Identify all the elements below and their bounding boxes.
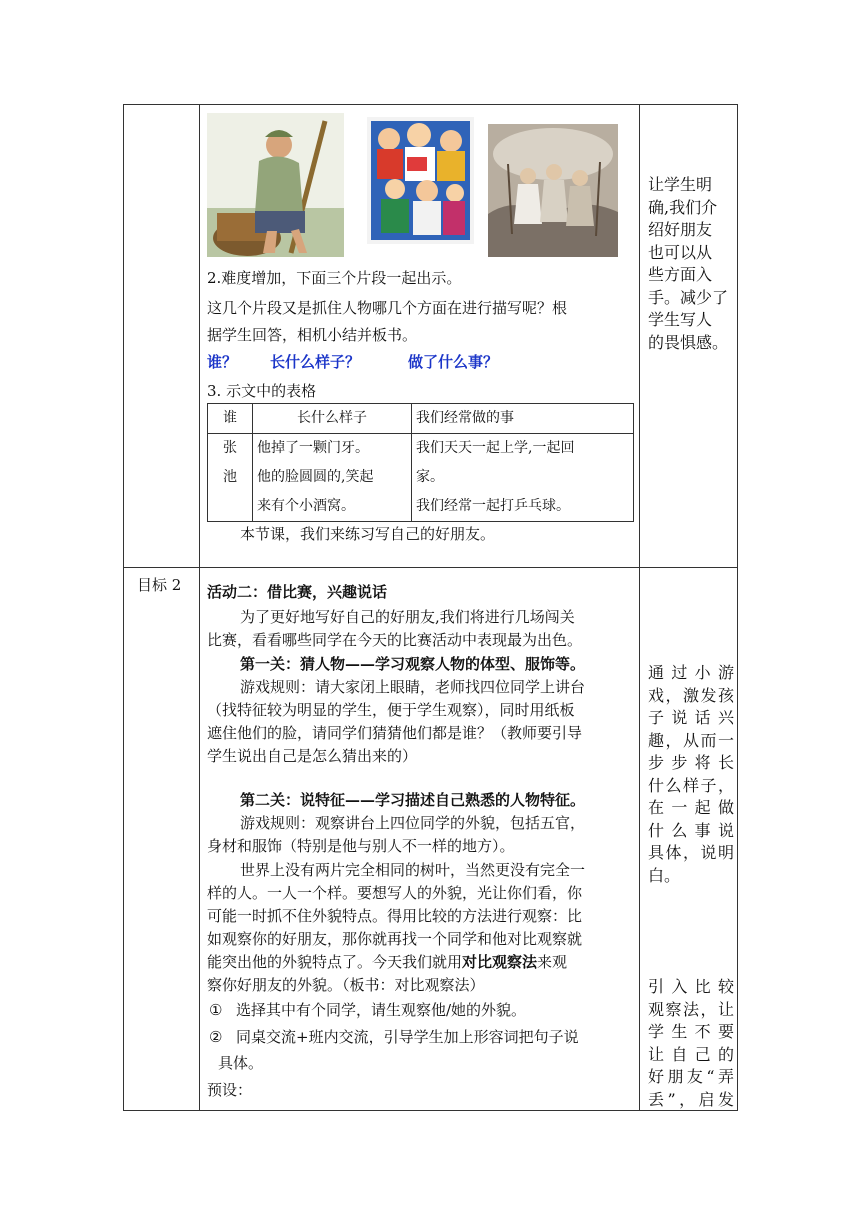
boatman-illustration xyxy=(207,113,344,257)
method-highlight: 对比观察法 xyxy=(462,953,538,971)
looks-line-1: 他掉了一颗门牙。 xyxy=(257,440,369,456)
side-note-line: 白。 xyxy=(648,865,681,885)
closing-sentence: 本节课，我们来练习写自己的好朋友。 xyxy=(240,525,496,543)
side-note-line: 观察法，让 xyxy=(648,999,734,1019)
side-note-line: 丢”，启发 xyxy=(648,1089,734,1109)
side-note-line: 具体，说明 xyxy=(648,843,734,862)
side-note-line: 学生写人 xyxy=(648,310,713,329)
question-line-1: 这几个片段又是抓住人物哪几个方面在进行描写呢？根 xyxy=(207,299,568,317)
side-note-line: 通过小游 xyxy=(648,663,734,682)
side-note-line: 绍好朋友 xyxy=(648,220,713,239)
elders-illustration xyxy=(488,124,618,257)
table-title: 3. 示文中的表格 xyxy=(207,382,317,400)
para-line-4: 如观察你的好朋友，那你就再找一个同学和他对比观察就 xyxy=(207,930,583,948)
side-note-line: 在一起做 xyxy=(648,798,734,817)
step-2-line-2: 具体。 xyxy=(218,1054,264,1072)
side-note-line: 好朋友“弄 xyxy=(648,1067,734,1086)
side-note-line: 引入比较 xyxy=(648,977,734,996)
side-note-line: 什么事说 xyxy=(648,820,734,840)
level-2-heading: 第二关：说特征——学习描述自己熟悉的人物特征。 xyxy=(240,791,586,809)
step-2-number: ② xyxy=(209,1028,223,1046)
para-line-3: 可能一时抓不住外貌特点。得用比较的方法进行观察：比 xyxy=(207,907,583,925)
did-line-1: 我们天天一起上学,一起回 xyxy=(416,440,575,456)
side-note-line: 手。减少了 xyxy=(648,287,729,307)
looks-line-2: 他的脸圆圆的,笑起 xyxy=(257,469,374,485)
rule1-line-3: 遮住他们的脸，请同学们猜猜他们都是谁？（教师要引导 xyxy=(207,724,583,742)
rule1-line-2: （找特征较为明显的学生，便于学生观察），同时用纸板 xyxy=(207,701,575,719)
board-looks: 长什么样子？ xyxy=(270,353,361,371)
goal-label: 目标 2 xyxy=(137,576,182,594)
side-note-line: 也可以从 xyxy=(648,242,713,262)
looks-line-3: 来有个小酒窝。 xyxy=(257,498,355,514)
side-note-line: 趣，从而一 xyxy=(648,730,734,750)
side-note-line: 戏，激发孩 xyxy=(648,685,734,705)
side-note-line: 学生不要 xyxy=(648,1022,734,1041)
step-1-text: 选择其中有个同学，请生观察他/她的外貌。 xyxy=(236,1001,527,1019)
table-header-did: 我们经常做的事 xyxy=(412,404,634,434)
para-line-5-tail: 来观 xyxy=(537,953,568,971)
name-line-1: 张 xyxy=(223,440,237,456)
side-note-line: 的畏惧感。 xyxy=(648,332,729,352)
table-cell-name xyxy=(208,434,253,522)
table-header-looks: 长什么样子 xyxy=(253,404,412,434)
intro-line-2: 比赛，看看哪些同学在今天的比赛活动中表现最为出色。 xyxy=(207,631,583,649)
para-line-2: 样的人。一人一个样。要想写人的外貌，光让你们看，你 xyxy=(207,884,583,902)
level-1-heading: 第一关：猜人物——学习观察人物的体型、服饰等。 xyxy=(240,655,586,673)
rule2-line-1: 游戏规则：观察讲台上四位同学的外貌，包括五官， xyxy=(240,814,586,832)
board-did: 做了什么事？ xyxy=(408,353,499,371)
side-note-line: 让学生明 xyxy=(648,175,713,194)
activity-title: 活动二：借比赛，兴趣说话 xyxy=(207,583,388,601)
rule1-line-4: 学生说出自己是怎么猜出来的） xyxy=(207,747,418,765)
row-divider xyxy=(123,567,738,568)
friend-info-table xyxy=(207,403,634,522)
question-line-2: 据学生回答，相机小结并板书。 xyxy=(207,326,418,344)
difficulty-step: 2.难度增加，下面三个片段一起出示。 xyxy=(207,269,462,287)
step-1-number: ① xyxy=(209,1001,223,1019)
side-note-line: 让自己的 xyxy=(648,1044,734,1064)
intro-line-1: 为了更好地写好自己的好朋友,我们将进行几场闯关 xyxy=(240,608,575,626)
para-line-6: 察你好朋友的外貌。（板书：对比观察法） xyxy=(207,976,485,994)
column-divider-right xyxy=(639,104,640,1111)
side-note-line: 什么样子， xyxy=(648,775,734,795)
did-line-2: 家。 xyxy=(416,469,444,485)
para-line-5-text: 能突出他的外貌特点了。今天我们就用 xyxy=(207,953,463,971)
board-who: 谁？ xyxy=(207,353,238,371)
rule1-line-1: 游戏规则：请大家闭上眼睛，老师找四位同学上讲台 xyxy=(240,678,586,696)
side-note-line: 子说话兴 xyxy=(648,708,734,727)
row2-side-note-2 xyxy=(648,976,734,1111)
step-2-line-1: 同桌交流+班内交流，引导学生加上形容词把句子说 xyxy=(236,1028,579,1046)
column-divider-left xyxy=(199,104,200,1111)
side-note-line: 确,我们介 xyxy=(648,197,718,217)
para-line-5 xyxy=(207,952,567,972)
table-cell-did xyxy=(412,434,634,522)
did-line-3: 我们经常一起打乒乓球。 xyxy=(416,498,570,514)
crowd-illustration xyxy=(367,117,474,244)
table-header-who: 谁 xyxy=(208,404,253,434)
row2-side-note-1 xyxy=(648,662,734,887)
para-line-1: 世界上没有两片完全相同的树叶，当然更没有完全一 xyxy=(240,861,586,879)
preset-label: 预设： xyxy=(207,1081,253,1099)
side-note-line: 步步将长 xyxy=(648,753,734,772)
table-cell-looks xyxy=(253,434,412,522)
row1-side-note xyxy=(648,174,734,354)
name-line-2: 池 xyxy=(223,469,237,485)
rule2-line-2: 身材和服饰（特别是他与别人不一样的地方）。 xyxy=(207,837,515,855)
side-note-line: 些方面入 xyxy=(648,265,713,284)
